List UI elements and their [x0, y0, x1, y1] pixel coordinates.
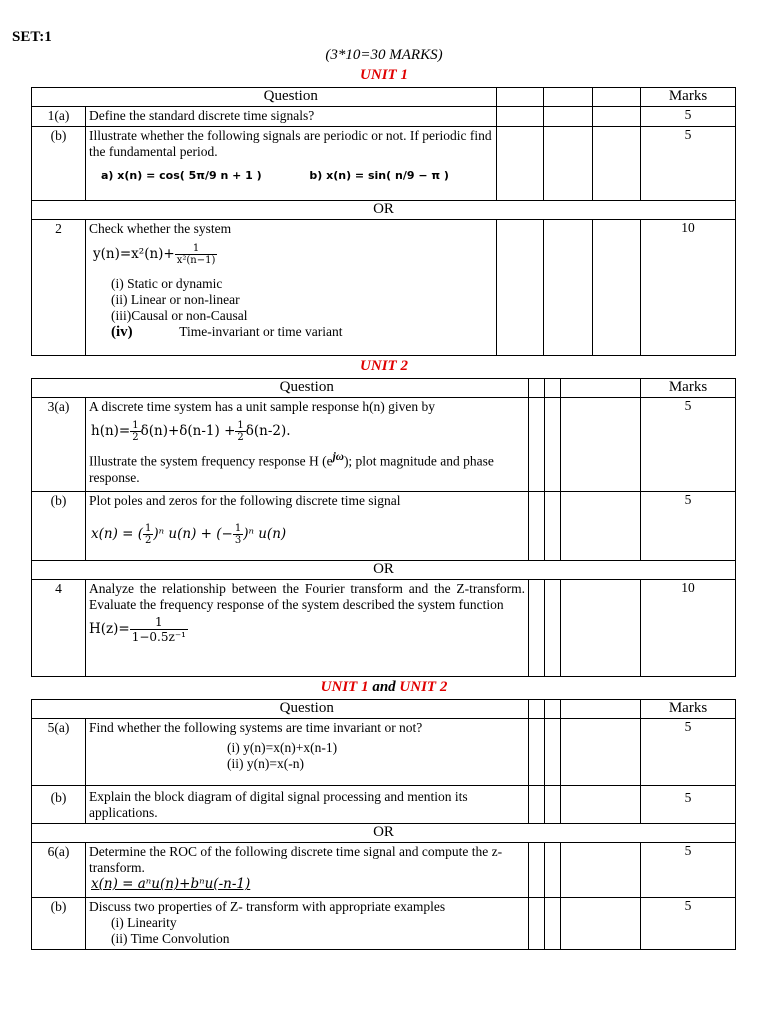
- question-header: Question: [86, 379, 529, 398]
- question-marks: 5: [641, 898, 736, 950]
- table-row: [32, 492, 736, 561]
- formula-b: b) x(n) = sin( n/9 − π ): [309, 169, 449, 182]
- marks-header: Marks: [641, 379, 736, 398]
- table-row: [32, 786, 736, 824]
- marks-distribution: (3*10=30 MARKS): [325, 47, 443, 63]
- question-marks: 10: [641, 220, 736, 356]
- or-row: [32, 201, 736, 220]
- question-number: 6(a): [32, 843, 86, 898]
- table-row: [32, 107, 736, 127]
- unit2-title: UNIT 2: [360, 358, 408, 374]
- question-number: 5(a): [32, 719, 86, 786]
- question-marks: 5: [641, 492, 736, 561]
- question-text: Discuss two properties of Z- transform with appropriate examples: [89, 899, 446, 914]
- marks-header: Marks: [641, 700, 736, 719]
- question-text: Find whether the following systems are time invariant or not?: [89, 720, 423, 735]
- set-label: SET:1: [12, 29, 52, 45]
- question-number: 4: [32, 580, 86, 677]
- table-header-row: [32, 88, 736, 107]
- question-text: Check whether the system: [89, 221, 232, 236]
- question-marks: 5: [641, 398, 736, 492]
- formula-a: a) x(n) = cos( 5π/9 n + 1 ): [101, 169, 262, 182]
- unit12-table: [31, 699, 736, 950]
- question-header: Question: [86, 88, 497, 107]
- marks-header: Marks: [641, 88, 736, 107]
- question-number: (b): [32, 786, 86, 824]
- list-item: (ii) Time Convolution: [111, 931, 230, 946]
- table-row: [32, 719, 736, 786]
- question-text: Explain the block diagram of digital signal processing and mention its applications.: [86, 786, 529, 824]
- question-header: Question: [86, 700, 529, 719]
- table-header-row: [32, 379, 736, 398]
- list-item: (iv) Time-invariant or time variant: [111, 324, 343, 340]
- question-text: A discrete time system has a unit sample response h(n) given by: [89, 399, 436, 414]
- unit2-table: [31, 378, 736, 677]
- system-equation: y(n)=x²(n)+ $\frac{1}{\text{x²(n−1)}}$: [93, 243, 216, 266]
- question-number: 1(a): [32, 107, 86, 127]
- list-item: (iii)Causal or non-Causal: [111, 308, 248, 323]
- list-item: (ii) Linear or non-linear: [111, 292, 240, 307]
- table-row: [32, 220, 736, 356]
- impulse-response-equation: h(n)= $\frac{1}{2}$ δ(n)+δ(n-1) + $\frac{1}{2}$ δ(n-2).: [91, 420, 291, 443]
- signal-equation: x(n) = ( $\frac{1}{2}$ )ⁿ u(n) + (− $\frac{1}{3}$ )ⁿ u(n): [91, 523, 287, 546]
- question-marks: 10: [641, 580, 736, 677]
- table-row: [32, 398, 736, 492]
- or-separator: OR: [32, 824, 736, 843]
- or-separator: OR: [32, 201, 736, 220]
- table-row: [32, 127, 736, 201]
- question-text: Define the standard discrete time signals?: [86, 107, 497, 127]
- question-number: 2: [32, 220, 86, 356]
- question-text-2: Illustrate the system frequency response H $(e^{j\omega})$; plot magnitude and phase response.: [89, 451, 494, 485]
- list-item: (ii) y(n)=x(-n): [227, 756, 304, 771]
- question-number: (b): [32, 492, 86, 561]
- or-separator: OR: [32, 561, 736, 580]
- table-row: [32, 898, 736, 950]
- unit1-table: [31, 87, 736, 356]
- signal-equation: x(n) = aⁿu(n)+bⁿu(-n-1): [91, 876, 251, 892]
- table-row: [32, 580, 736, 677]
- question-marks: 5: [641, 786, 736, 824]
- unit12-title: UNIT 1 and UNIT 2: [320, 679, 448, 695]
- question-text: Illustrate whether the following signals are periodic or not. If periodic find the fundamental period.: [89, 128, 492, 159]
- system-function-equation: H(z)= $\frac{1}{\text{1−0.5z⁻¹}}$: [89, 615, 186, 644]
- unit1-title: UNIT 1: [360, 67, 408, 83]
- question-number: (b): [32, 127, 86, 201]
- table-row: [32, 843, 736, 898]
- question-marks: 5: [641, 719, 736, 786]
- or-row: [32, 561, 736, 580]
- list-item: (i) Static or dynamic: [111, 276, 223, 291]
- question-marks: 5: [641, 843, 736, 898]
- list-item: (i) Linearity: [111, 915, 177, 930]
- question-number: (b): [32, 898, 86, 950]
- or-row: [32, 824, 736, 843]
- table-header-row: [32, 700, 736, 719]
- list-item: (i) y(n)=x(n)+x(n-1): [227, 740, 338, 755]
- question-number: 3(a): [32, 398, 86, 492]
- question-marks: 5: [641, 107, 736, 127]
- question-text: Determine the ROC of the following discrete time signal and compute the z-transform.: [89, 844, 503, 875]
- question-text: Analyze the relationship between the Fourier transform and the Z-transform. Evaluate the frequency response of the system described the system function: [89, 581, 525, 612]
- question-marks: 5: [641, 127, 736, 201]
- question-text: Plot poles and zeros for the following discrete time signal: [89, 493, 401, 508]
